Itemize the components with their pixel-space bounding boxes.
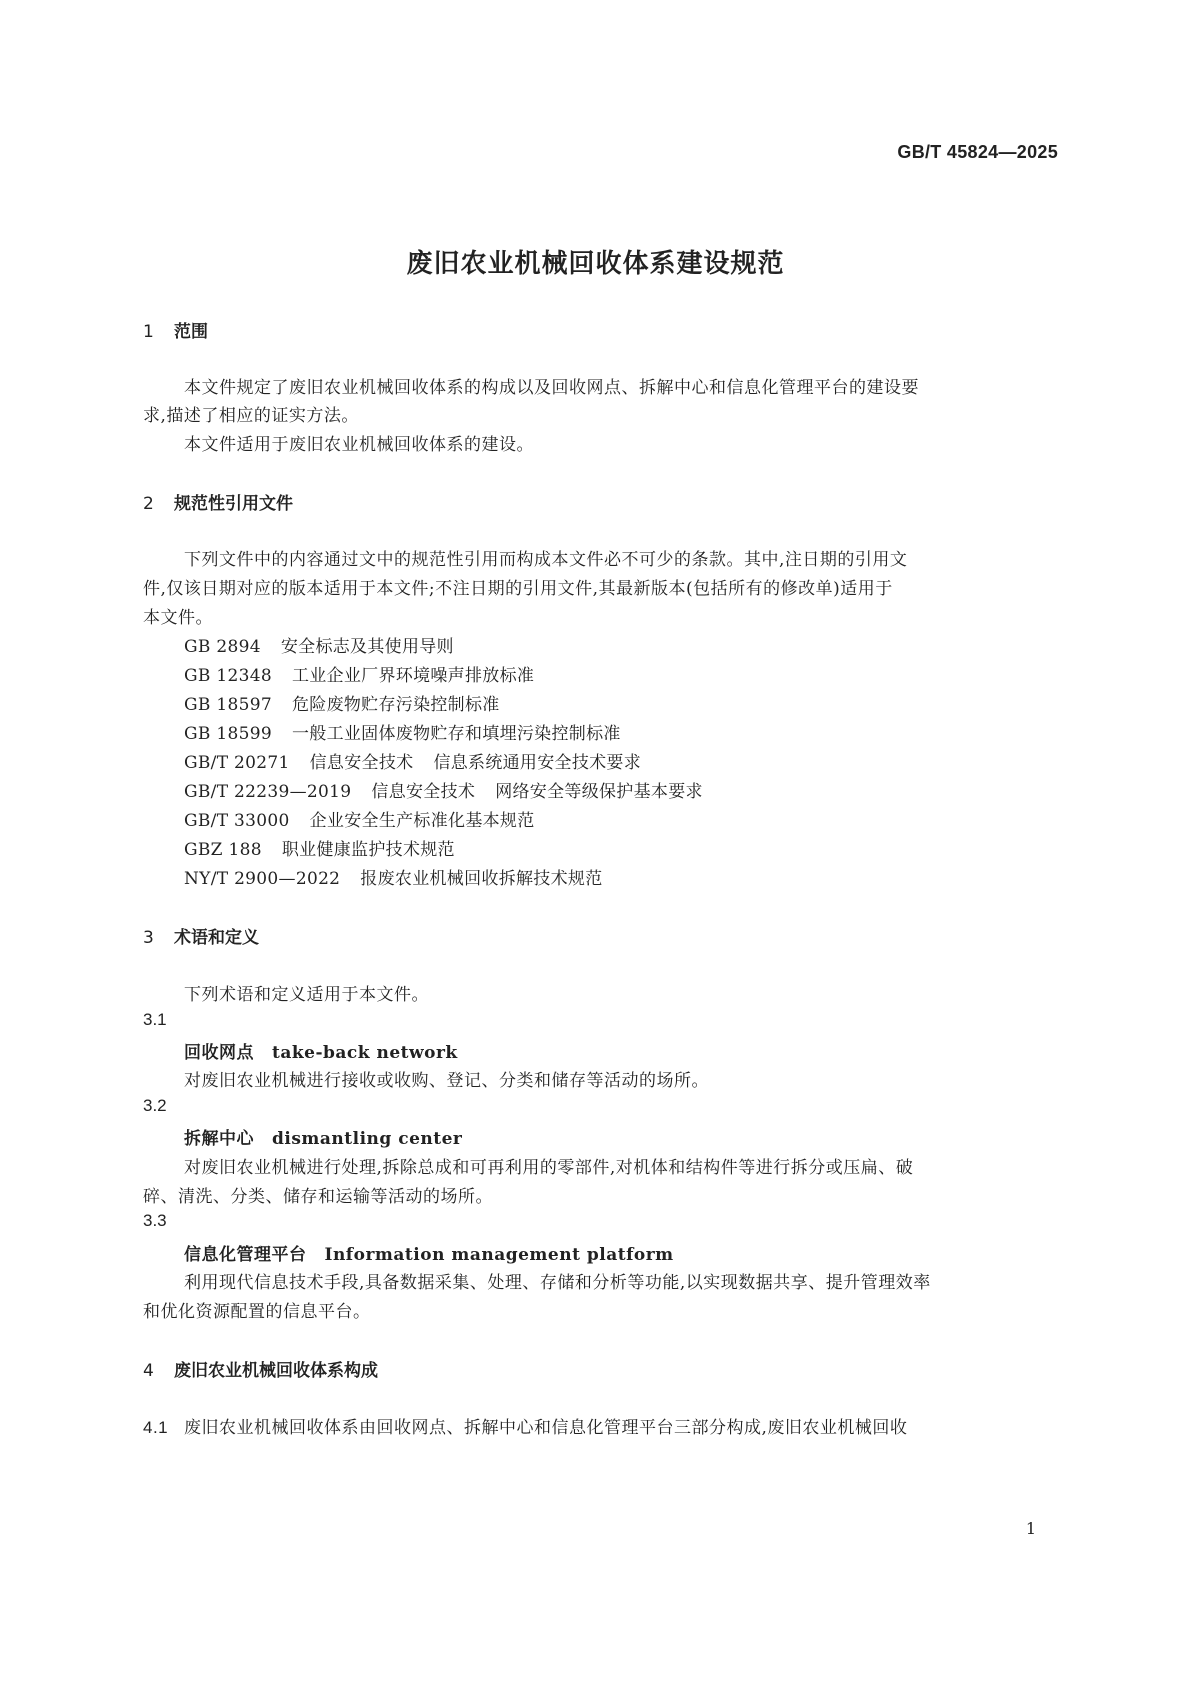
term-definition-line: 利用现代信息技术手段,具备数据采集、处理、存储和分析等功能,以实现数据共享、提升管理效率	[184, 1273, 931, 1293]
term-name-en: dismantling center	[272, 1129, 463, 1149]
paragraph-line: 下列术语和定义适用于本文件。	[184, 985, 429, 1005]
section-number: 3	[143, 928, 154, 948]
term-name	[184, 1124, 462, 1149]
section-number: 1	[143, 322, 154, 342]
reference-code: GBZ 188	[184, 840, 262, 860]
section-title: 术语和定义	[174, 928, 259, 948]
reference-item	[184, 864, 603, 889]
reference-item	[184, 777, 703, 802]
reference-code: GB 12348	[184, 666, 272, 686]
reference-title: 工业企业厂界环境噪声排放标准	[291, 666, 535, 686]
term-definition-line: 碎、清洗、分类、储存和运输等活动的场所。	[143, 1187, 493, 1207]
reference-code: GB/T 20271	[184, 753, 290, 773]
term-name	[184, 1038, 458, 1063]
standard-code: GB/T 45824—2025	[897, 142, 1058, 162]
section-3-heading	[143, 923, 259, 948]
term-name-en: take-back network	[272, 1043, 458, 1063]
clause-text: 废旧农业机械回收体系由回收网点、拆解中心和信息化管理平台三部分构成,废旧农业机械回收	[184, 1418, 908, 1438]
section-title: 范围	[174, 322, 208, 342]
reference-title: 网络安全等级保护基本要求	[495, 782, 703, 802]
reference-code: GB 18599	[184, 724, 272, 744]
term-name-zh: 回收网点	[184, 1043, 254, 1063]
clause-line	[143, 1413, 907, 1438]
section-title: 废旧农业机械回收体系构成	[174, 1361, 378, 1381]
reference-item	[184, 632, 454, 657]
reference-title: 职业健康监护技术规范	[281, 840, 455, 860]
section-title: 规范性引用文件	[174, 494, 293, 514]
section-number: 2	[143, 494, 154, 514]
section-1-heading	[143, 317, 208, 342]
page-number: 1	[1025, 1519, 1036, 1538]
reference-item	[184, 661, 534, 686]
reference-code: GB 2894	[184, 637, 261, 657]
term-name-en: Information management platform	[324, 1245, 674, 1265]
term-definition-line: 和优化资源配置的信息平台。	[143, 1302, 371, 1322]
paragraph-line: 本文件。	[143, 608, 213, 628]
reference-title: 企业安全生产标准化基本规范	[309, 811, 535, 831]
paragraph-line: 本文件适用于废旧农业机械回收体系的建设。	[184, 435, 534, 455]
reference-title: 报废农业机械回收拆解技术规范	[360, 869, 603, 889]
term-definition-line: 对废旧农业机械进行接收或收购、登记、分类和储存等活动的场所。	[184, 1071, 709, 1091]
term-definition-line: 对废旧农业机械进行处理,拆除总成和可再利用的零部件,对机体和结构件等进行拆分或压扁、破	[184, 1158, 914, 1178]
reference-code: NY/T 2900—2022	[184, 869, 341, 889]
reference-code: GB/T 22239—2019	[184, 782, 352, 802]
term-name-zh: 拆解中心	[184, 1129, 254, 1149]
reference-title: 一般工业固体废物贮存和填埋污染控制标准	[291, 724, 621, 744]
term-number: 3.1	[143, 1010, 167, 1029]
clause-number: 4.1	[143, 1418, 169, 1437]
term-number: 3.2	[143, 1096, 167, 1115]
document-title: 废旧农业机械回收体系建设规范	[406, 249, 785, 279]
reference-code: GB 18597	[184, 695, 272, 715]
reference-title: 安全标志及其使用导则	[280, 637, 454, 657]
reference-item	[184, 719, 621, 744]
reference-title: 信息安全技术	[309, 753, 414, 773]
reference-title: 信息安全技术	[371, 782, 476, 802]
reference-item	[184, 748, 641, 773]
paragraph-line: 件,仅该日期对应的版本适用于本文件;不注日期的引用文件,其最新版本(包括所有的修改单)适用于	[143, 579, 893, 599]
reference-title: 信息系统通用安全技术要求	[433, 753, 642, 773]
section-2-heading	[143, 489, 293, 514]
term-name-zh: 信息化管理平台	[184, 1245, 307, 1265]
term-name	[184, 1240, 674, 1265]
section-4-heading	[143, 1356, 378, 1381]
paragraph-line: 本文件规定了废旧农业机械回收体系的构成以及回收网点、拆解中心和信息化管理平台的建设要	[184, 378, 919, 398]
reference-item	[184, 835, 455, 860]
paragraph-line: 下列文件中的内容通过文中的规范性引用而构成本文件必不可少的条款。其中,注日期的引用文	[184, 550, 908, 570]
reference-code: GB/T 33000	[184, 811, 290, 831]
section-number: 4	[143, 1361, 154, 1381]
reference-item	[184, 806, 535, 831]
reference-item	[184, 690, 500, 715]
reference-title: 危险废物贮存污染控制标准	[291, 695, 500, 715]
paragraph-line: 求,描述了相应的证实方法。	[143, 406, 359, 426]
term-number: 3.3	[143, 1211, 167, 1230]
